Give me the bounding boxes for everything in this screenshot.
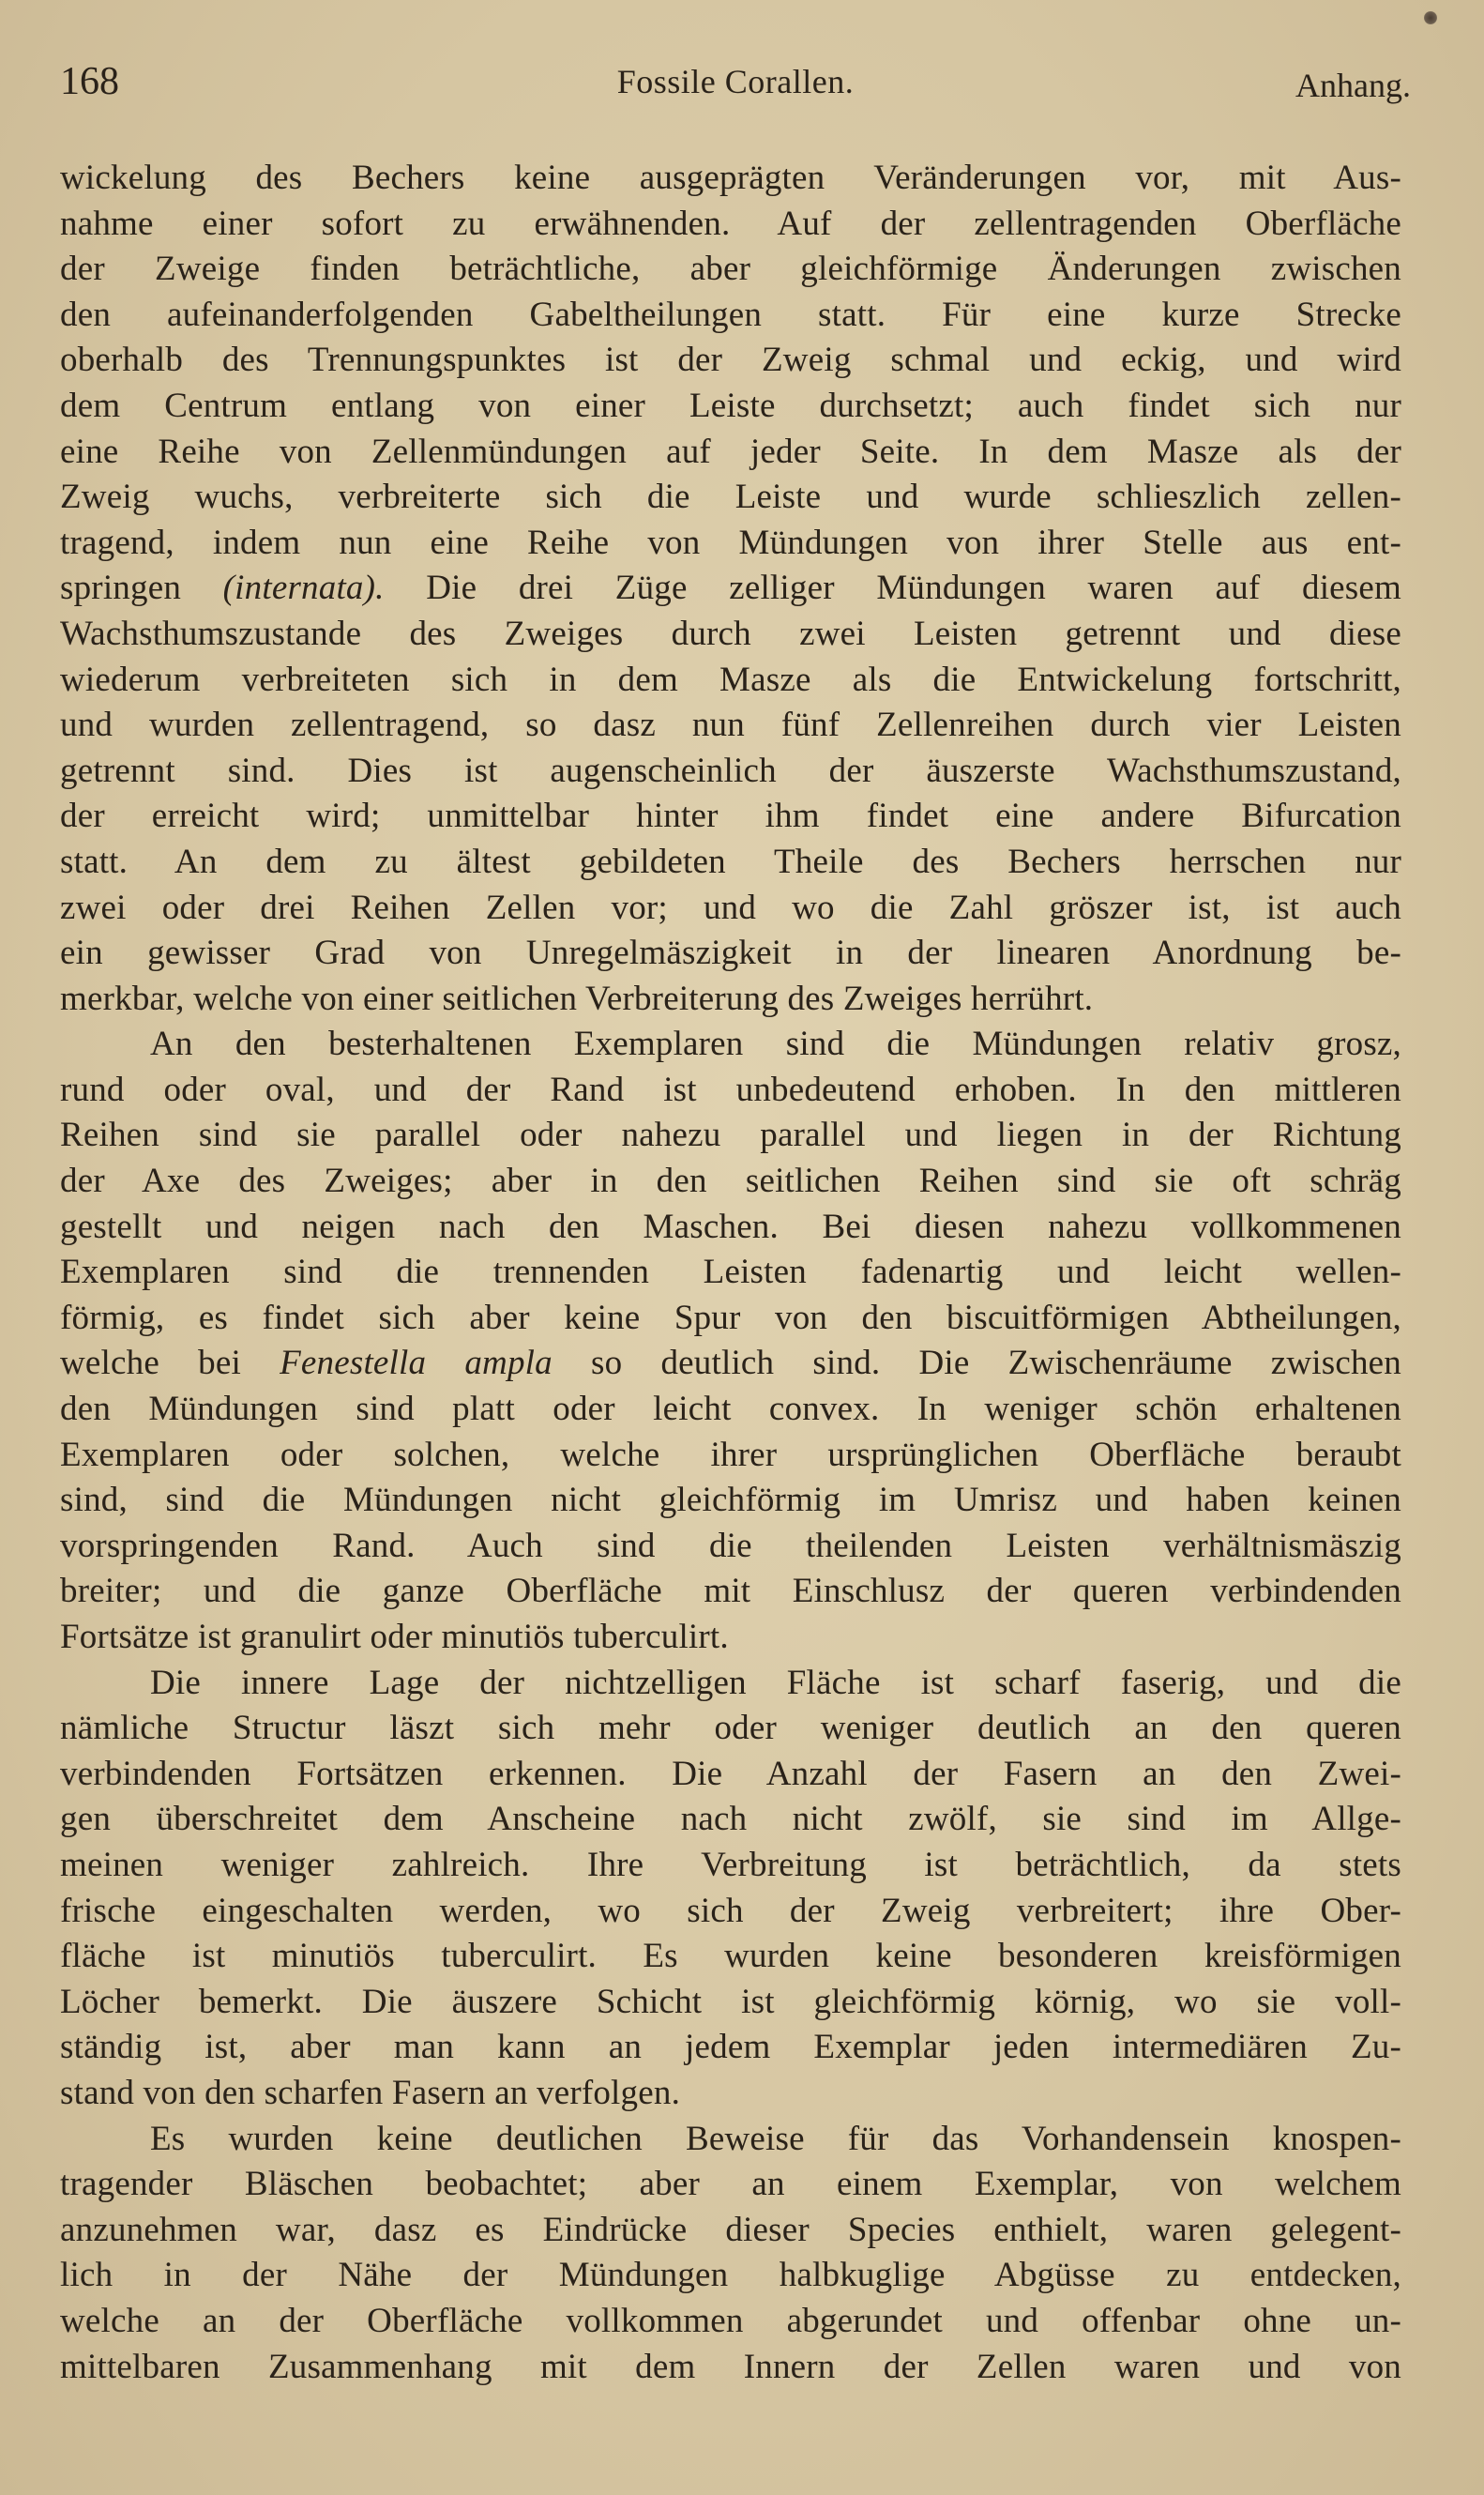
text-line: gestellt und neigen nach den Maschen. Bei diesen nahezu vollkommenen [60, 1207, 1401, 1246]
text-line: zwei oder drei Reihen Zellen vor; und wo die Zahl gröszer ist, ist auch [60, 888, 1401, 927]
section-label: Anhang. [1295, 67, 1411, 104]
text-line: ständig ist, aber man kann an jedem Exemplar jeden intermediären Zu- [60, 2028, 1401, 2067]
text-line: gen überschreitet dem Anscheine nach nicht zwölf, sie sind im Allge- [60, 1800, 1401, 1839]
text-line: breiter; und die ganze Oberfläche mit Einschlusz der queren verbindenden [60, 1572, 1401, 1611]
text-line: statt. An dem zu ältest gebildeten Theile des Bechers herrschen nur [60, 842, 1401, 881]
page-number: 168 [60, 60, 119, 103]
text-line: anzunehmen war, dasz es Eindrücke dieser Species enthielt, waren gelegent- [60, 2210, 1401, 2249]
text-line: verbindenden Fortsätzen erkennen. Die Anzahl der Fasern an den Zwei- [60, 1754, 1401, 1793]
text-line: wickelung des Bechers keine ausgeprägten Veränderungen vor, mit Aus- [60, 159, 1401, 197]
text-line: sind, sind die Mündungen nicht gleichförmig im Umrisz und haben keinen [60, 1481, 1401, 1520]
text-line: nämliche Structur läszt sich mehr oder weniger deutlich an den queren [60, 1709, 1401, 1748]
text-line: vorspringenden Rand. Auch sind die theilenden Leisten verhältnismäszig [60, 1526, 1401, 1565]
text-line: frische eingeschalten werden, wo sich der Zweig verbreitert; ihre Ober- [60, 1891, 1401, 1930]
text-line: mittelbaren Zusammenhang mit dem Innern der Zellen waren und von [60, 2347, 1401, 2386]
text-run: so deutlich sind. Die Zwischenräume zwischen [552, 1344, 1401, 1383]
text-line: der Zweige finden beträchtliche, aber gleichförmige Änderungen zwischen [60, 250, 1401, 289]
text-line: förmig, es findet sich aber keine Spur von den biscuitförmigen Abtheilungen, [60, 1298, 1401, 1337]
text-line: rund oder oval, und der Rand ist unbedeutend erhoben. In den mittleren [60, 1070, 1401, 1109]
text-line: wiederum verbreiteten sich in dem Masze als die Entwickelung fortschritt, [60, 660, 1401, 699]
text-line: ein gewisser Grad von Unregelmäszigkeit in der linearen Anordnung be- [60, 934, 1401, 973]
text-line: Fortsätze ist granulirt oder minutiös tuberculirt. [60, 1618, 729, 1656]
text-line: Exemplaren oder solchen, welche ihrer ursprünglichen Oberfläche beraubt [60, 1435, 1401, 1474]
text-line: welche an der Oberfläche vollkommen abgerundet und offenbar ohne un- [60, 2301, 1401, 2340]
text-line: der Axe des Zweiges; aber in den seitlichen Reihen sind sie oft schräg [60, 1162, 1401, 1201]
text-line: tragender Bläschen beobachtet; aber an einem Exemplar, von welchem [60, 2165, 1401, 2204]
text-line: merkbar, welche von einer seitlichen Verbreiterung des Zweiges herrührt. [60, 979, 1094, 1018]
text-line: fläche ist minutiös tuberculirt. Es wurden keine besonderen kreisförmigen [60, 1937, 1401, 1976]
text-line: eine Reihe von Zellenmündungen auf jeder Seite. In dem Masze als der [60, 432, 1401, 471]
text-line: den aufeinanderfolgenden Gabeltheilungen statt. Für eine kurze Strecke [60, 295, 1401, 334]
text-run: Die drei Züge zelliger Mündungen waren auf diesem [384, 569, 1401, 608]
text-line: getrennt sind. Dies ist augenscheinlich der äuszerste Wachsthumszustand, [60, 751, 1401, 790]
text-line: Exemplaren sind die trennenden Leisten fadenartig und leicht wellen- [60, 1253, 1401, 1292]
text-line: Löcher bemerkt. Die äuszere Schicht ist gleichförmig körnig, wo sie voll- [60, 1982, 1401, 2021]
text-line: lich in der Nähe der Mündungen halbkuglige Abgüsse zu entdecken, [60, 2256, 1401, 2295]
running-title: Fossile Corallen. [616, 63, 855, 100]
text-line: und wurden zellentragend, so dasz nun fünf Zellenreihen durch vier Leisten [60, 706, 1401, 745]
text-line: dem Centrum entlang von einer Leiste durchsetzt; auch findet sich nur [60, 386, 1401, 425]
text-line: Reihen sind sie parallel oder nahezu parallel und liegen in der Richtung [60, 1116, 1401, 1155]
text-run: springen [60, 569, 223, 608]
body-text [60, 156, 1401, 2390]
italic-taxon: Fenestella ampla [280, 1344, 553, 1383]
text-line: meinen weniger zahlreich. Ihre Verbreitung ist beträchtlich, da stets [60, 1845, 1401, 1884]
text-line: tragend, indem nun eine Reihe von Mündungen von ihrer Stelle aus ent- [60, 523, 1401, 562]
page-header [60, 58, 1411, 105]
text-line: stand von den scharfen Fasern an verfolgen. [60, 2073, 681, 2112]
text-line: oberhalb des Trennungspunktes ist der Zweig schmal und eckig, und wird [60, 341, 1401, 380]
text-line: An den besterhaltenen Exemplaren sind die Mündungen relativ grosz, [150, 1025, 1401, 1064]
ink-speck [1424, 11, 1437, 24]
italic-taxon: (internata). [222, 569, 385, 608]
text-line [60, 1341, 1401, 1387]
text-line: Wachsthumszustande des Zweiges durch zwei Leisten getrennt und diese [60, 614, 1401, 653]
text-line: der erreicht wird; unmittelbar hinter ihm findet eine andere Bifurcation [60, 797, 1401, 836]
text-line: Die innere Lage der nichtzelligen Fläche ist scharf faserig, und die [150, 1663, 1401, 1702]
text-line: den Mündungen sind platt oder leicht convex. In weniger schön erhaltenen [60, 1390, 1401, 1429]
text-line: Es wurden keine deutlichen Beweise für das Vorhandensein knospen- [150, 2119, 1401, 2158]
text-line: nahme einer sofort zu erwähnenden. Auf der zellentragenden Oberfläche [60, 204, 1401, 243]
text-run: welche bei [60, 1344, 280, 1383]
text-line: Zweig wuchs, verbreiterte sich die Leiste und wurde schlieszlich zellen- [60, 478, 1401, 517]
text-line [60, 566, 1401, 612]
